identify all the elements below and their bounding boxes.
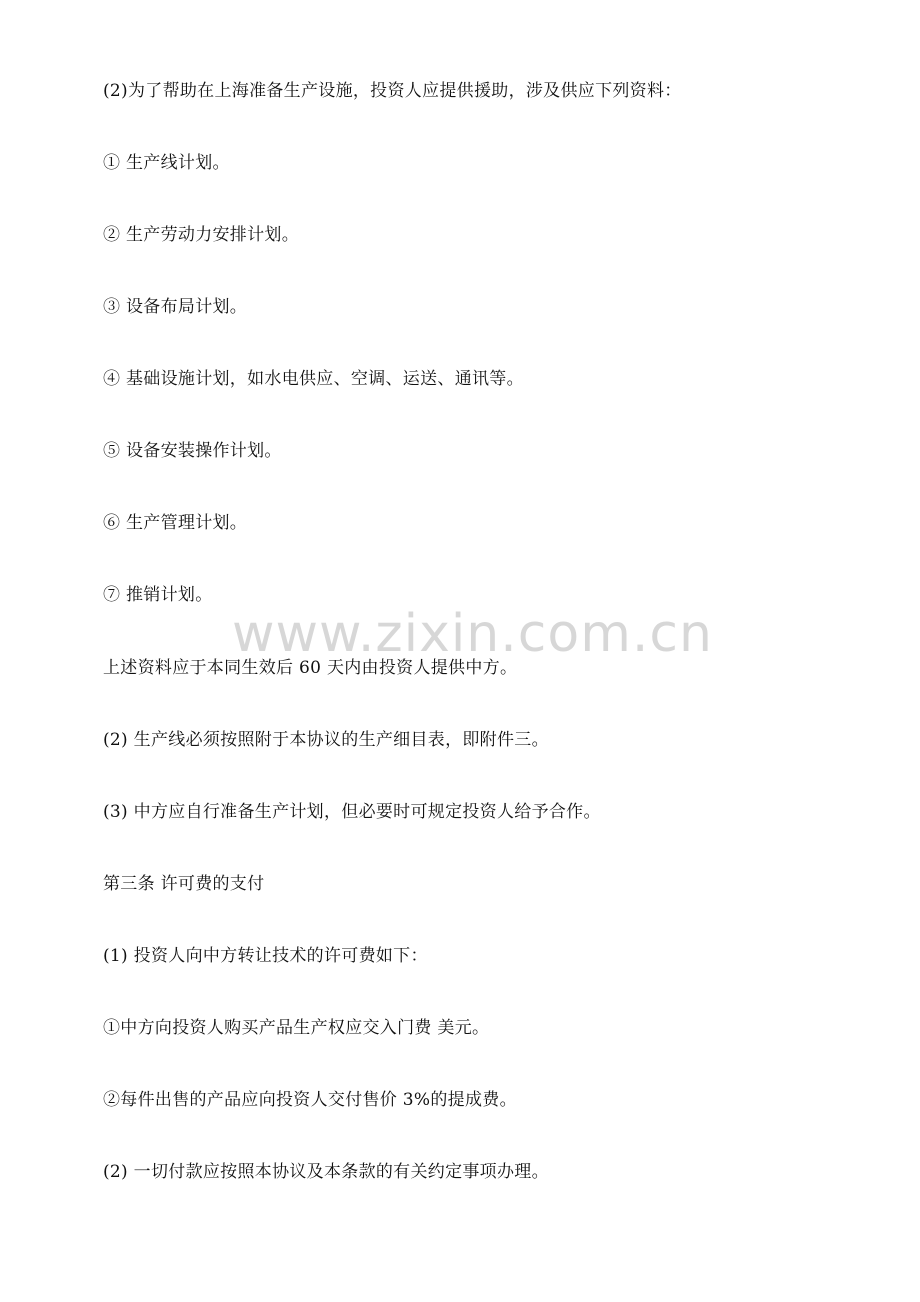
list-item-infrastructure-plan: ④ 基础设施计划，如水电供应、空调、运送、通讯等。: [103, 369, 524, 389]
list-item-labor-plan: ② 生产劳动力安排计划。: [103, 225, 300, 245]
paragraph-facilities-assistance: (2)为了帮助在上海准备生产设施，投资人应提供援助，涉及供应下列资料：: [103, 81, 682, 101]
list-item-management-plan: ⑥ 生产管理计划。: [103, 513, 248, 533]
list-item-equipment-layout: ③ 设备布局计划。: [103, 297, 248, 317]
paragraph-license-fee-intro: (1) 投资人向中方转让技术的许可费如下：: [103, 946, 428, 966]
watermark-text: www.zixin.com.cn: [232, 604, 713, 664]
paragraph-payment-terms: (2) 一切付款应按照本协议及本条款的有关约定事项办理。: [103, 1162, 549, 1182]
list-item-marketing-plan: ⑦ 推销计划。: [103, 585, 213, 605]
list-item-installation-plan: ⑤ 设备安装操作计划。: [103, 441, 282, 461]
section-heading-article-3: 第三条 许可费的支付: [103, 874, 265, 894]
paragraph-own-production-plan: (3) 中方应自行准备生产计划，但必要时可规定投资人给予合作。: [103, 802, 601, 822]
list-item-production-line-plan: ① 生产线计划。: [103, 153, 230, 173]
list-item-royalty: ②每件出售的产品应向投资人交付售价 3%的提成费。: [103, 1090, 517, 1110]
list-item-entry-fee: ①中方向投资人购买产品生产权应交入门费 美元。: [103, 1018, 490, 1038]
paragraph-materials-deadline: 上述资料应于本同生效后 60 天内由投资人提供中方。: [103, 658, 518, 678]
paragraph-production-schedule: (2) 生产线必须按照附于本协议的生产细目表，即附件三。: [103, 730, 549, 750]
